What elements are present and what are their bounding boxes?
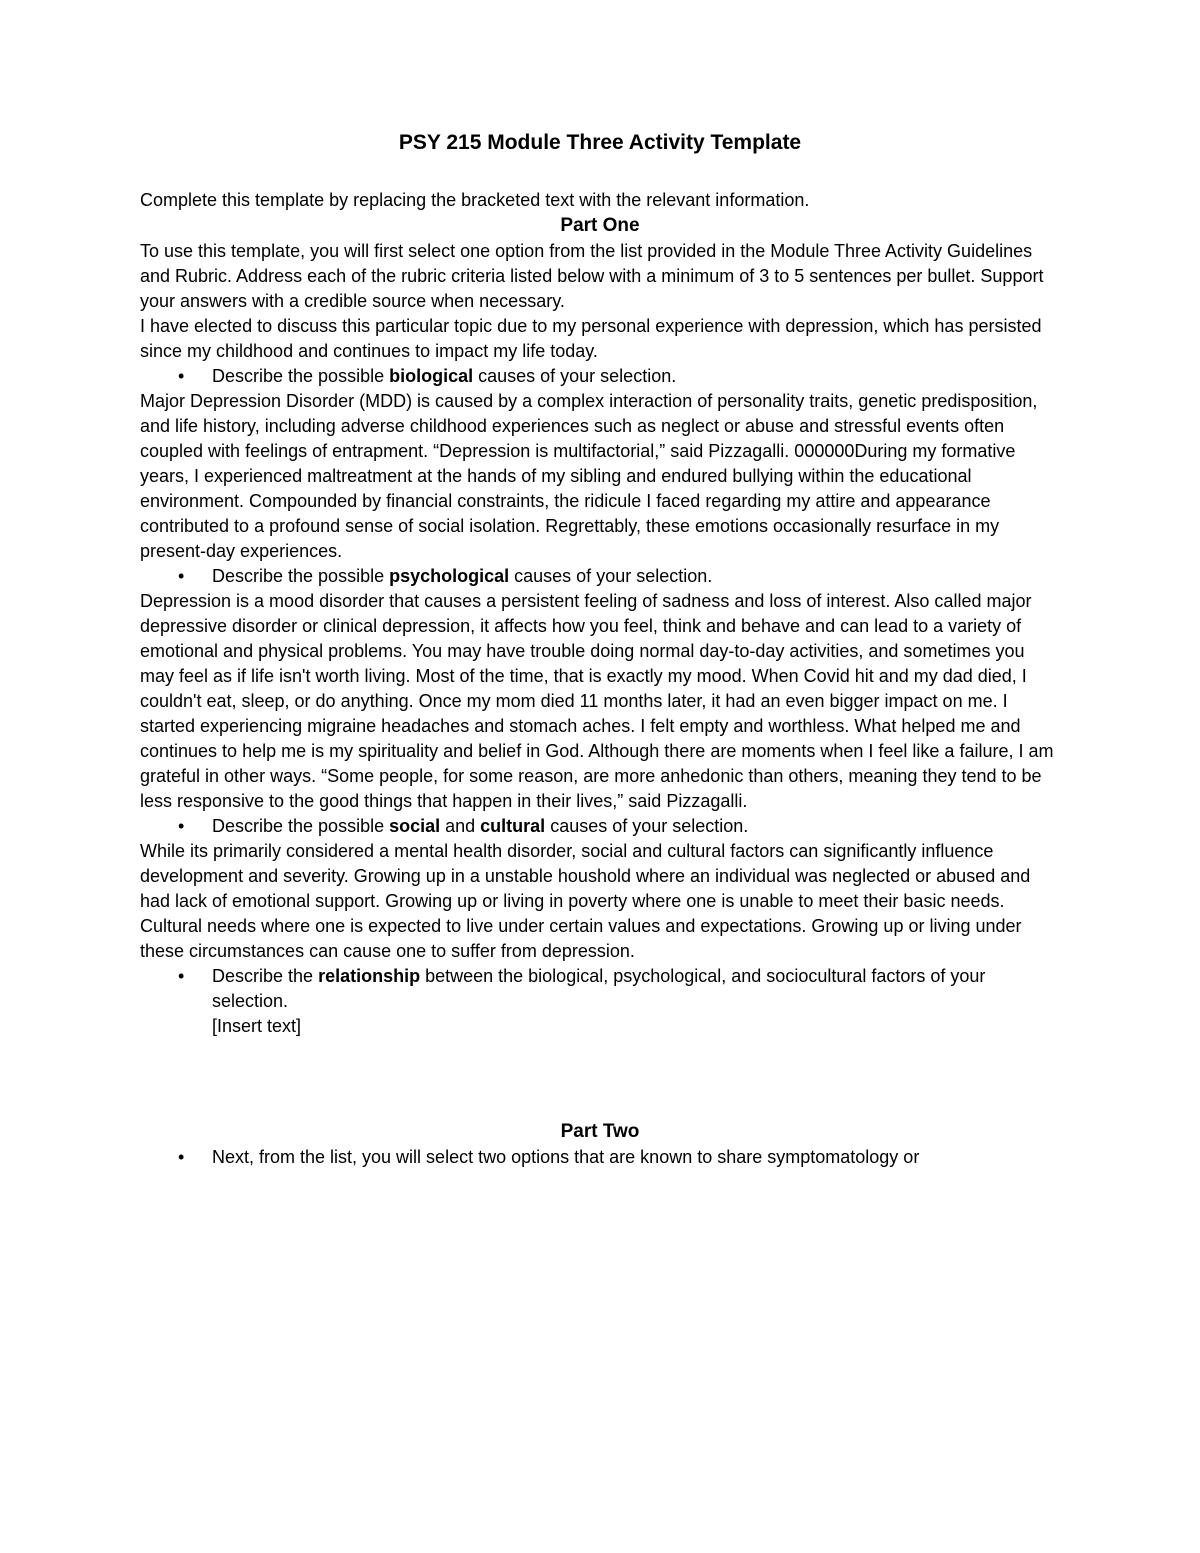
bullet-psychological xyxy=(140,564,1060,589)
psychological-answer-paragraph: Depression is a mood disorder that causes a persistent feeling of sadness and loss of interest. Also called major depressive disorder or clinical depression, it affects how you feel, think and behave and can lead to a variety of emotional and physical problems. You may have trouble doing normal day-to-day activities, and sometimes you may feel as if life isn't worth living. Most of the time, that is exactly my mood. When Covid hit and my dad died, I couldn't eat, sleep, or do anything. Once my mom died 11 months later, it had an even bigger impact on me. I started experiencing migraine headaches and stomach aches. I felt empty and worthless. What helped me and continues to help me is my spirituality and belief in God. Although there are moments when I feel like a failure, I am grateful in other ways. “Some people, for some reason, are more anhedonic than others, meaning they tend to be less responsive to the good things that happen in their lives,” said Pizzagalli. xyxy=(140,591,1054,811)
bullet-relationship xyxy=(140,964,1060,1039)
page-title: PSY 215 Module Three Activity Template xyxy=(398,131,802,154)
bullet-relationship-post: between the biological, psychological, and sociocultural factors of your selection. xyxy=(212,966,986,1011)
bullet-relationship-bold: relationship xyxy=(318,966,421,986)
insert-text-placeholder: [Insert text] xyxy=(212,1016,302,1036)
part-one-heading: Part One xyxy=(560,215,640,236)
bullet-psychological-post: causes of your selection. xyxy=(509,566,713,586)
bullet-biological xyxy=(140,364,1060,389)
bullet-biological-text xyxy=(212,364,1060,389)
bullet-part-two-text: Next, from the list, you will select two options that are known to share symptomatology or xyxy=(212,1147,920,1167)
bullet-glyph: • xyxy=(178,366,185,386)
bullet-glyph: • xyxy=(178,816,185,836)
bullet-glyph: • xyxy=(178,966,185,986)
bullet-cultural-bold: cultural xyxy=(480,816,546,836)
section-gap xyxy=(140,1039,1060,1119)
bullet-psychological-bold: psychological xyxy=(389,566,510,586)
bullet-social-bold: social xyxy=(389,816,441,836)
bullet-glyph: • xyxy=(178,1147,185,1167)
bullet-biological-post: causes of your selection. xyxy=(473,366,677,386)
bullet-social-cultural-text xyxy=(212,814,1060,839)
topic-statement-paragraph: I have elected to discuss this particular topic due to my personal experience with depression, which has persisted since my childhood and continues to impact my life today. xyxy=(140,316,1042,361)
bullet-biological-pre: Describe the possible xyxy=(212,366,390,386)
social-cultural-answer-paragraph: While its primarily considered a mental health disorder, social and cultural factors can significantly influence development and severity. Growing up in a unstable houshold where an individual was neglected or abused and had lack of emotional support. Growing up or living in poverty where one is unable to meet their basic needs. Cultural needs where one is expected to live under certain values and expectations. Growing up or living under these circumstances can cause one to suffer from depression. xyxy=(140,841,1031,961)
bullet-social-mid: and xyxy=(440,816,481,836)
bullet-psychological-pre: Describe the possible xyxy=(212,566,390,586)
part-two-heading: Part Two xyxy=(560,1121,640,1142)
bullet-relationship-line xyxy=(212,964,1060,1014)
bullet-psychological-text xyxy=(212,564,1060,589)
bullet-relationship-pre: Describe the xyxy=(212,966,319,986)
part-one-instructions: To use this template, you will first select one option from the list provided in the Module Three Activity Guidelines and Rubric. Address each of the rubric criteria listed below with a minimum of 3 to 5 sentences per bullet. Support your answers with a credible source when necessary. xyxy=(140,241,1044,311)
bullet-part-two-intro xyxy=(140,1145,1060,1170)
bullet-relationship-text xyxy=(212,964,1060,1039)
bullet-social-post: causes of your selection. xyxy=(545,816,749,836)
biological-answer-paragraph: Major Depression Disorder (MDD) is caused by a complex interaction of personality traits, genetic predisposition, and life history, including adverse childhood experiences such as neglect or abuse and stressful events often coupled with feelings of entrapment. “Depression is multifactorial,” said Pizzagalli. 000000During my formative years, I experienced maltreatment at the hands of my sibling and endured bullying within the educational environment. Compounded by financial constraints, the ridicule I faced regarding my attire and appearance contributed to a profound sense of social isolation. Regrettably, these emotions occasionally resurface in my present-day experiences. xyxy=(140,391,1038,561)
bullet-glyph: • xyxy=(178,566,185,586)
bullet-social-cultural xyxy=(140,814,1060,839)
bullet-social-pre: Describe the possible xyxy=(212,816,390,836)
bullet-biological-bold: biological xyxy=(389,366,474,386)
intro-paragraph: Complete this template by replacing the bracketed text with the relevant information. xyxy=(140,190,810,210)
